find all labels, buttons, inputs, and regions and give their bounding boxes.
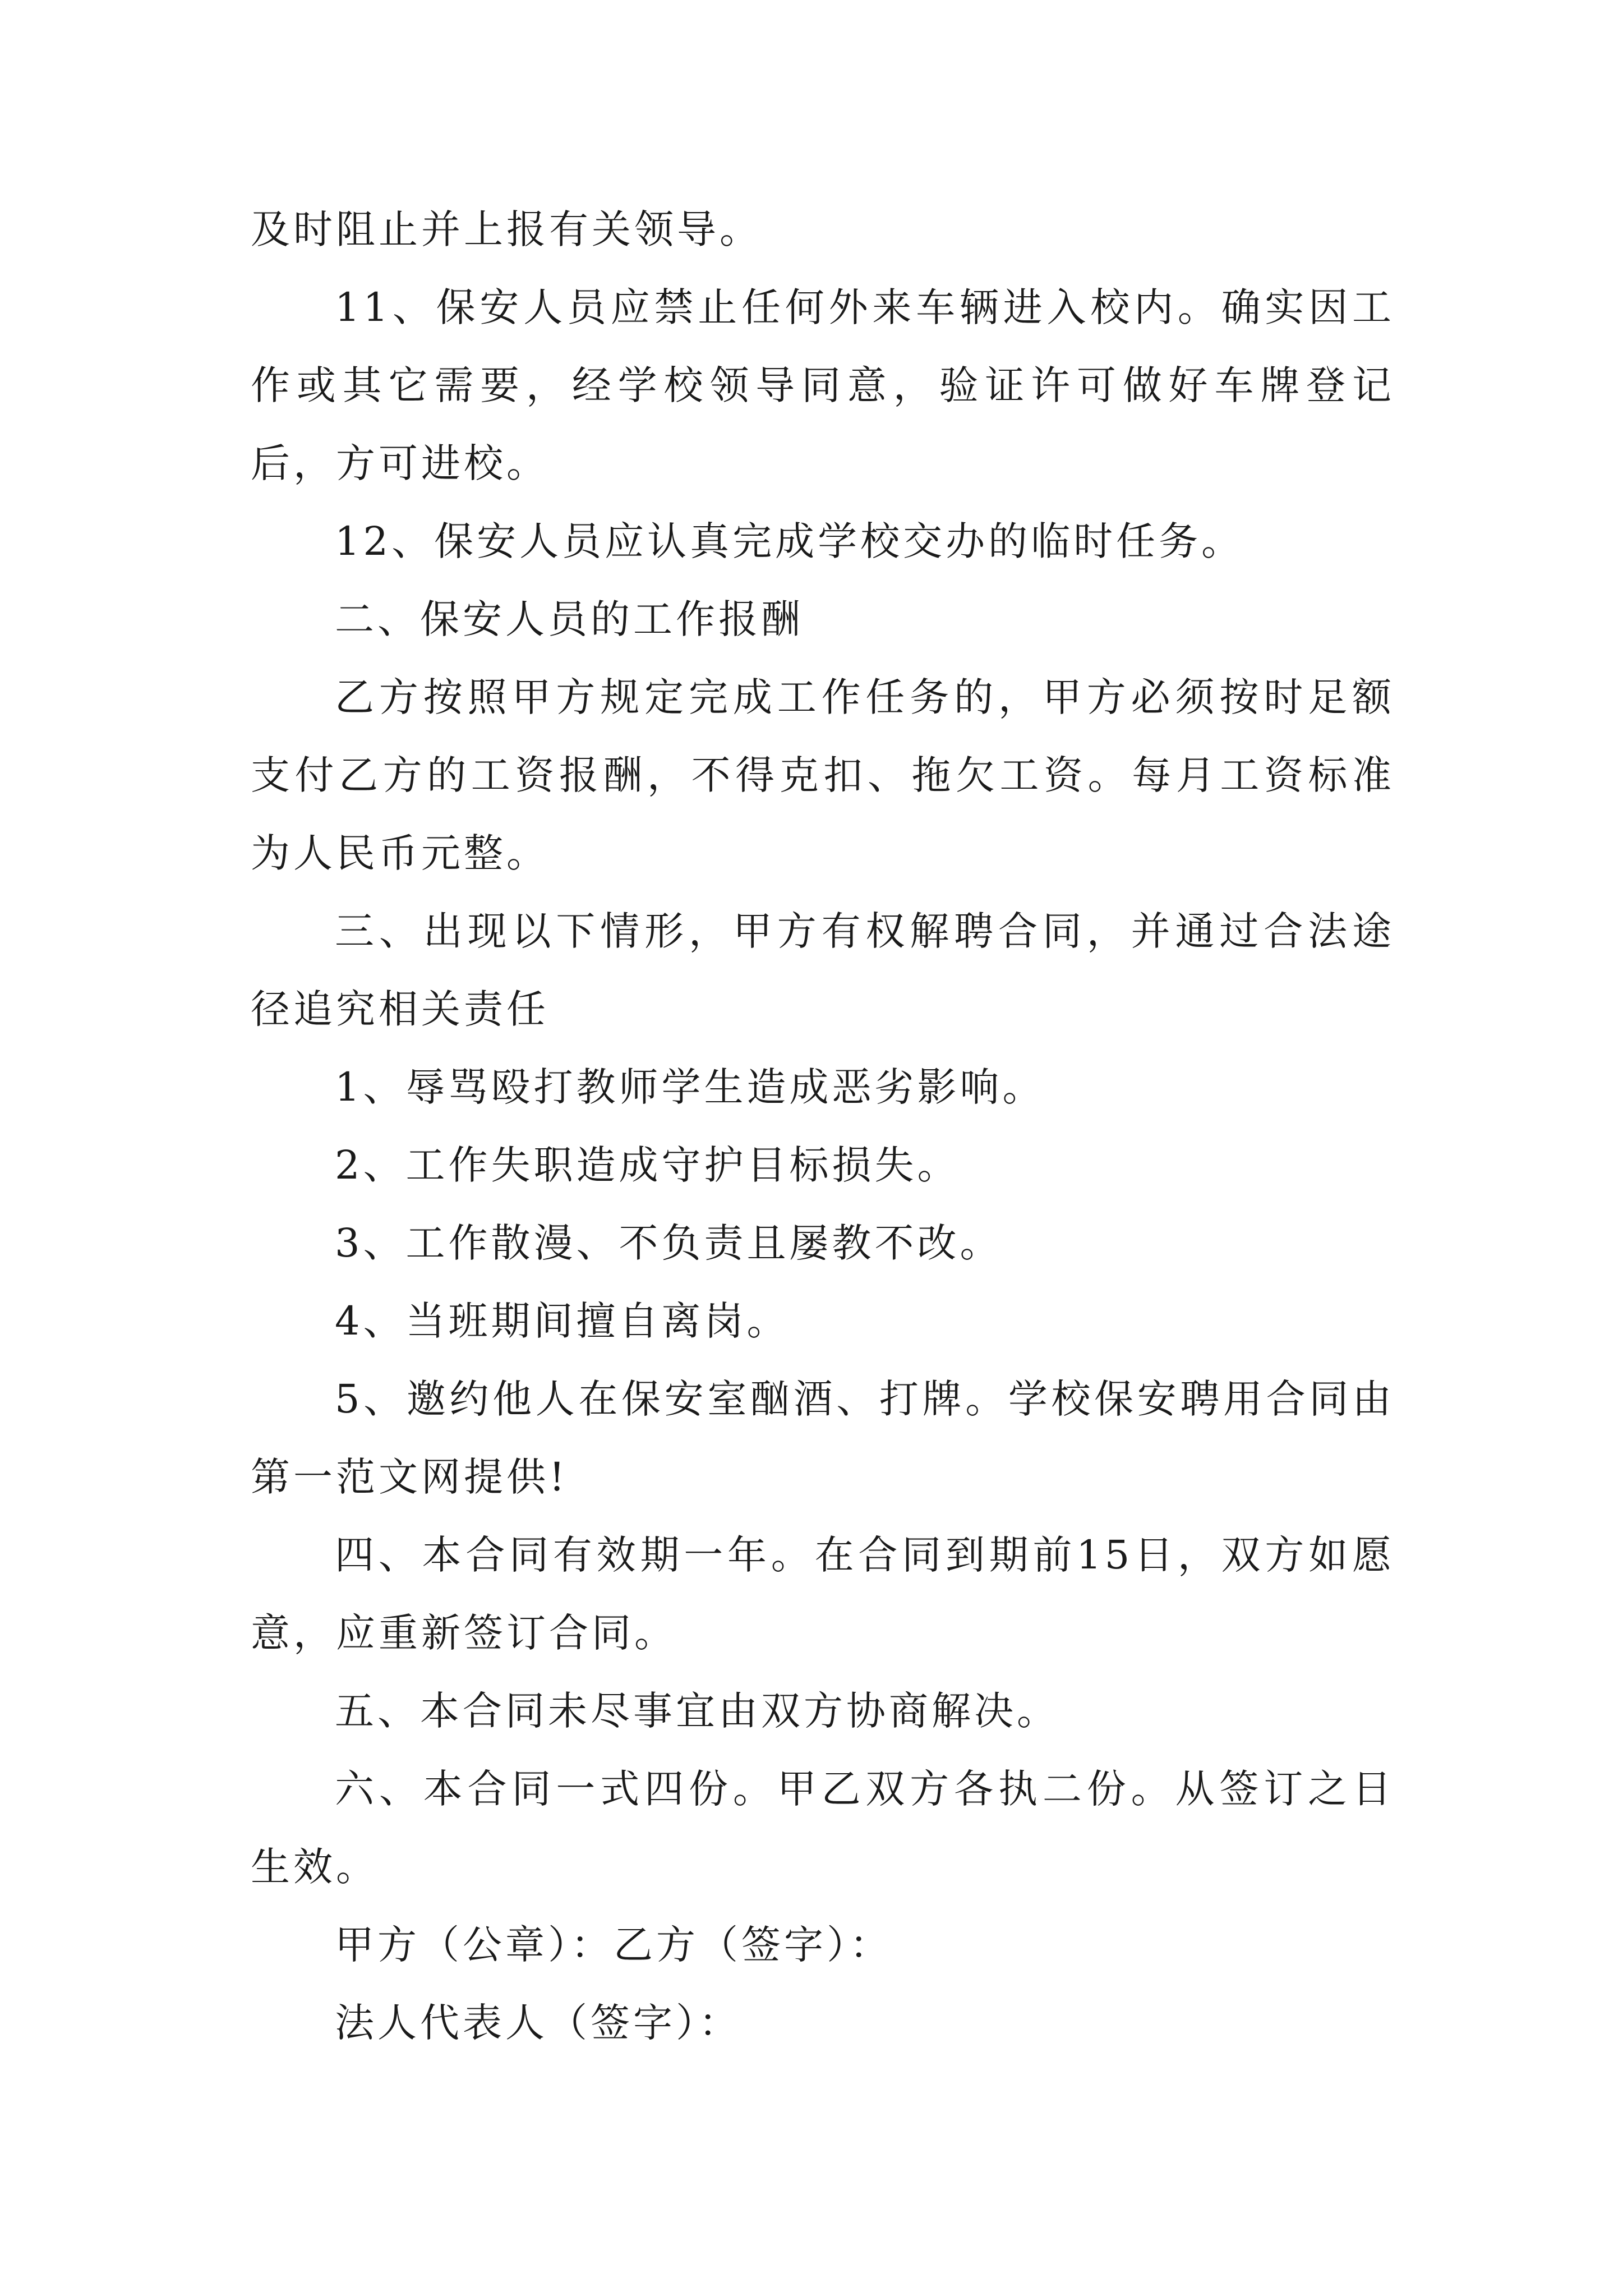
- list-item-termination-1: 1、辱骂殴打教师学生造成恶劣影响。: [335, 1064, 1045, 1110]
- section-validity: 四、本合同有效期一年。在合同到期前15日，双方如愿意，应重新签订合同。: [251, 1532, 1395, 1656]
- paragraph-clause-11: 11、保安人员应禁止任何外来车辆进入校内。确实因工作或其它需要，经学校领导同意，验证许可做好车牌登记后，方可进校。: [251, 284, 1395, 486]
- document-body: [251, 191, 1395, 2062]
- signature-line-legal-representative: 法人代表人（签字）：: [335, 2000, 741, 2046]
- list-item-termination-3: 3、工作散漫、不负责且屡教不改。: [335, 1220, 1003, 1266]
- list-item-termination-5: 5、邀约他人在保安室酗酒、打牌。学校保安聘用合同由第一范文网提供!: [251, 1376, 1395, 1500]
- list-item-termination-4: 4、当班期间擅自离岗。: [335, 1298, 790, 1344]
- list-item-termination-2: 2、工作失职造成守护目标损失。: [335, 1142, 960, 1188]
- section-heading-termination: 三、出现以下情形，甲方有权解聘合同，并通过合法途径追究相关责任: [251, 908, 1395, 1032]
- paragraph-remuneration: 乙方按照甲方规定完成工作任务的，甲方必须按时足额支付乙方的工资报酬，不得克扣、拖欠工资。每月工资标准为人民币元整。: [251, 674, 1395, 876]
- section-copies: 六、本合同一式四份。甲乙双方各执二份。从签订之日生效。: [251, 1766, 1395, 1890]
- paragraph-clause-12: 12、保安人员应认真完成学校交办的临时任务。: [335, 518, 1244, 564]
- paragraph-continuation: 及时阻止并上报有关领导。: [251, 206, 762, 252]
- section-heading-remuneration: 二、保安人员的工作报酬: [335, 596, 804, 642]
- signature-line-parties: 甲方（公章）：乙方（签字）：: [335, 1922, 892, 1968]
- section-unresolved-matters: 五、本合同未尽事宜由双方协商解决。: [335, 1688, 1059, 1734]
